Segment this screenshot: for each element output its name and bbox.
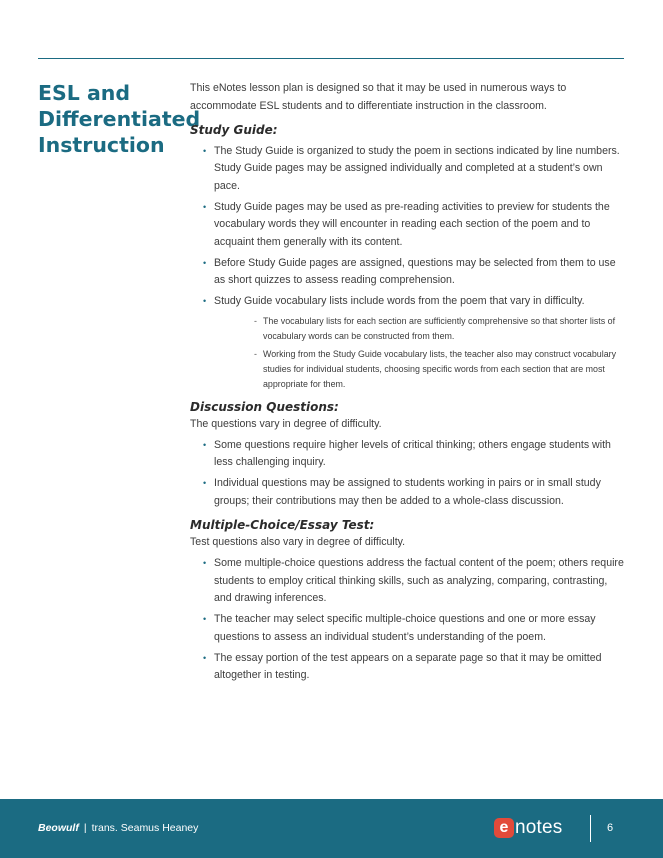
- translator: trans. Seamus Heaney: [91, 822, 199, 834]
- study-guide-heading: Study Guide:: [190, 123, 278, 137]
- section-heading: ESL and Differentiated Instruction: [38, 81, 201, 157]
- list-item: • The teacher may select specific multiple-choice questions and one or more essay questions to assess an individual student’s understanding of the poem.: [203, 613, 596, 643]
- list-item: • Individual questions may be assigned to students working in pairs or in small study groups; their contributions may then be added to a whole-class discussion.: [203, 477, 601, 507]
- page-number: 6: [607, 822, 614, 834]
- bullet-icon: •: [203, 478, 207, 488]
- list-item: • The essay portion of the test appears on a separate page so that it may be omitted altogether in testing.: [203, 651, 602, 681]
- footer-citation: [38, 822, 198, 834]
- enotes-logo: [494, 816, 562, 840]
- logo-wordmark: notes: [515, 817, 563, 838]
- list-item: • Study Guide vocabulary lists include words from the poem that vary in difficulty. - The vocabulary lists for each section are sufficiently comprehensive so that shorter lists of vocabulary words can be constructed from them. - Working from the Study Guide vocabulary lists, the teacher also may construct vocabulary studies for individual students, choosing specific words from each section that are most appropriate for them.: [190, 293, 626, 392]
- list-item: • Study Guide pages may be used as pre-reading activities to preview for students the vocabulary words they will encounter in reading each section of the poem and to acquaint them generally with its content.: [203, 200, 610, 248]
- vocabulary-sub-list: [214, 314, 626, 392]
- bullet-icon: •: [203, 201, 207, 212]
- bullet-icon: •: [203, 558, 207, 568]
- list-item: • Before Study Guide pages are assigned, questions may be selected from them to use as short quizzes to assess reading comprehension.: [203, 256, 616, 286]
- top-divider: [38, 58, 624, 59]
- bullet-icon: •: [203, 257, 207, 268]
- list-item: • The Study Guide is organized to study the poem in sections indicated by line numbers. Study Guide pages may be assigned individually and completed at a student’s own pace.: [203, 144, 620, 192]
- main-content: [190, 80, 626, 685]
- bullet-icon: •: [203, 145, 207, 156]
- dash-icon: -: [254, 348, 257, 359]
- footer-divider: [590, 815, 591, 842]
- test-list: [190, 555, 626, 685]
- dash-icon: -: [254, 315, 257, 326]
- list-item: • Some multiple-choice questions address the factual content of the poem; others require students to employ critical thinking skills, such as analyzing, comparing, contrasting, and drawing inferences.: [203, 557, 624, 604]
- bullet-icon: •: [203, 652, 207, 663]
- bullet-icon: •: [203, 296, 207, 306]
- book-title: Beowulf: [38, 822, 79, 834]
- footer-separator: |: [83, 822, 87, 834]
- intro-paragraph: This eNotes lesson plan is designed so that it may be used in numerous ways to accommodate ESL students and to differentiate instruction in the classroom.: [190, 82, 567, 112]
- bullet-icon: •: [203, 439, 207, 450]
- logo-e-icon: e: [494, 818, 514, 838]
- sub-list-item: - Working from the Study Guide vocabulary lists, the teacher also may construct vocabulary studies for individual students, choosing specific words from each section that are most appropriate for them.: [254, 348, 617, 389]
- discussion-lead: The questions vary in degree of difficulty.: [190, 417, 382, 430]
- test-heading: Multiple-Choice/Essay Test:: [190, 518, 375, 532]
- list-item: • Some questions require higher levels of critical thinking; others engage students with less challenging inquiry.: [203, 438, 611, 468]
- study-guide-list: [190, 143, 626, 392]
- test-lead: Test questions also vary in degree of difficulty.: [190, 536, 406, 548]
- page-footer: [0, 799, 663, 858]
- sub-list-item: - The vocabulary lists for each section are sufficiently comprehensive so that shorter lists of vocabulary words can be constructed from them.: [254, 315, 616, 341]
- discussion-heading: Discussion Questions:: [190, 399, 339, 414]
- bullet-icon: •: [203, 614, 207, 624]
- discussion-list: [190, 437, 626, 511]
